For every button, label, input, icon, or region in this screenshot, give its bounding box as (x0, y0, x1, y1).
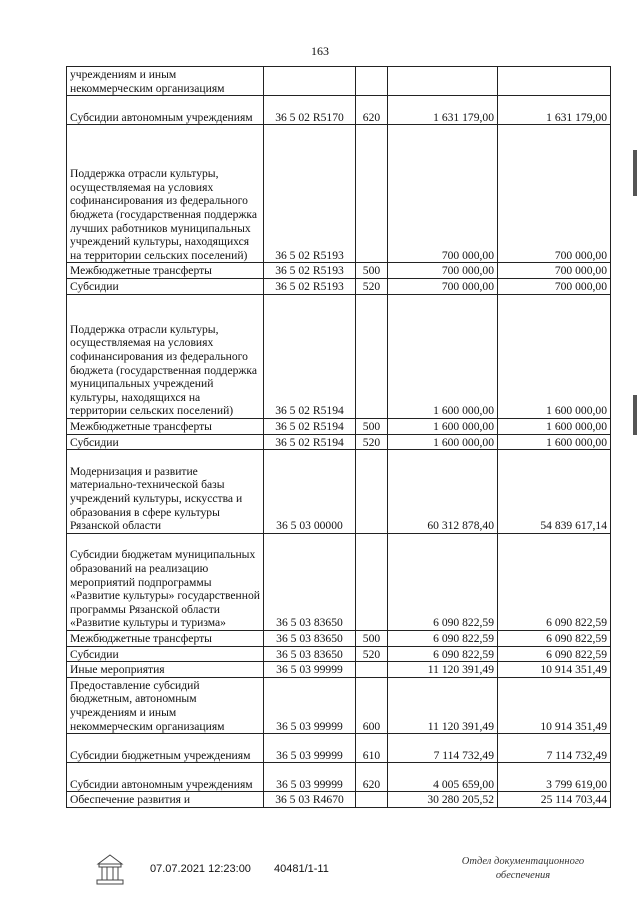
table-row (67, 734, 611, 763)
row-sum-2021-cell: 1 600 000,00 (388, 434, 498, 450)
row-sum-executed-cell: 6 090 822,59 (498, 630, 611, 646)
table-row (67, 662, 611, 678)
row-sum-executed-cell: 700 000,00 (498, 278, 611, 294)
row-vr-cell: 520 (356, 434, 388, 450)
table-row (67, 278, 611, 294)
table-row (67, 125, 611, 263)
row-vr-cell: 610 (356, 734, 388, 763)
row-sum-executed-cell: 700 000,00 (498, 125, 611, 263)
row-sum-2021-cell: 1 600 000,00 (388, 418, 498, 434)
row-sum-2021-cell: 6 090 822,59 (388, 533, 498, 630)
row-name-cell: Субсидии (67, 434, 264, 450)
row-sum-2021-cell: 30 280 205,52 (388, 792, 498, 808)
row-sum-2021-cell (388, 67, 498, 96)
footer-datetime: 07.07.2021 12:23:00 (150, 863, 251, 875)
page-number: 163 (311, 44, 329, 58)
row-vr-cell: 620 (356, 96, 388, 125)
table-row (67, 96, 611, 125)
row-code-cell: 36 5 03 83650 (264, 646, 356, 662)
row-sum-2021-cell: 60 312 878,40 (388, 450, 498, 534)
row-sum-executed-cell: 1 631 179,00 (498, 96, 611, 125)
row-code-cell: 36 5 02 R5170 (264, 96, 356, 125)
row-sum-2021-cell: 1 600 000,00 (388, 294, 498, 418)
row-vr-cell (356, 662, 388, 678)
row-name-cell: Межбюджетные трансферты (67, 263, 264, 279)
row-code-cell: 36 5 03 R4670 (264, 792, 356, 808)
row-code-cell: 36 5 02 R5194 (264, 434, 356, 450)
row-code-cell: 36 5 02 R5193 (264, 125, 356, 263)
row-code-cell: 36 5 03 99999 (264, 763, 356, 792)
row-vr-cell (356, 125, 388, 263)
row-sum-2021-cell: 700 000,00 (388, 125, 498, 263)
row-vr-cell: 520 (356, 278, 388, 294)
row-code-cell: 36 5 03 83650 (264, 630, 356, 646)
row-sum-executed-cell: 10 914 351,49 (498, 677, 611, 733)
row-name-cell: Модернизация и развитие материально-технической базы учреждений культуры, искусства и образования в сфере культуры Рязанской области (67, 450, 264, 534)
row-vr-cell: 520 (356, 646, 388, 662)
table-row (67, 533, 611, 630)
row-sum-executed-cell: 54 839 617,14 (498, 450, 611, 534)
row-name-cell: Межбюджетные трансферты (67, 418, 264, 434)
row-sum-executed-cell: 1 600 000,00 (498, 434, 611, 450)
table-row (67, 67, 611, 96)
row-sum-executed-cell: 700 000,00 (498, 263, 611, 279)
row-sum-executed-cell: 25 114 703,44 (498, 792, 611, 808)
row-vr-cell: 500 (356, 263, 388, 279)
row-name-cell: Субсидии (67, 646, 264, 662)
row-sum-2021-cell: 7 114 732,49 (388, 734, 498, 763)
row-code-cell: 36 5 02 R5193 (264, 263, 356, 279)
table-row (67, 418, 611, 434)
row-vr-cell: 500 (356, 630, 388, 646)
row-name-cell: Поддержка отрасли культуры, осуществляемая на условиях софинансирования из федерального бюджета (государственная поддержка лучших работников муниципальных учреждений культуры, находящихся на территории сельских поселений) (67, 125, 264, 263)
budget-table-body (67, 67, 611, 808)
row-code-cell: 36 5 02 R5194 (264, 418, 356, 434)
row-sum-2021-cell: 6 090 822,59 (388, 630, 498, 646)
footer-reg-number: 40481/1-11 (274, 863, 329, 875)
table-row (67, 294, 611, 418)
row-sum-executed-cell: 6 090 822,59 (498, 533, 611, 630)
row-code-cell: 36 5 03 99999 (264, 677, 356, 733)
row-sum-2021-cell: 4 005 659,00 (388, 763, 498, 792)
row-sum-2021-cell: 6 090 822,59 (388, 646, 498, 662)
row-sum-2021-cell: 11 120 391,49 (388, 662, 498, 678)
row-sum-executed-cell (498, 67, 611, 96)
row-name-cell: Поддержка отрасли культуры, осуществляемая на условиях софинансирования из федерального бюджета (государственная поддержка муниципальных учреждений культуры, находящихся на территории сельских поселений) (67, 294, 264, 418)
table-row (67, 792, 611, 808)
row-vr-cell: 500 (356, 418, 388, 434)
row-name-cell: Субсидии автономным учреждениям (67, 96, 264, 125)
row-code-cell: 36 5 03 83650 (264, 533, 356, 630)
row-name-cell: Субсидии (67, 278, 264, 294)
row-sum-2021-cell: 1 631 179,00 (388, 96, 498, 125)
row-vr-cell: 600 (356, 677, 388, 733)
row-name-cell: Субсидии бюджетам муниципальных образований на реализацию мероприятий подпрограммы «Развитие культуры» государственной программы Рязанской области «Развитие культуры и туризма» (67, 533, 264, 630)
row-vr-cell (356, 67, 388, 96)
row-name-cell: Субсидии автономным учреждениям (67, 763, 264, 792)
table-row (67, 263, 611, 279)
row-code-cell: 36 5 03 00000 (264, 450, 356, 534)
row-code-cell: 36 5 02 R5193 (264, 278, 356, 294)
row-vr-cell: 620 (356, 763, 388, 792)
department-stamp-line2: обеспечения (495, 870, 551, 881)
row-sum-2021-cell: 700 000,00 (388, 263, 498, 279)
department-stamp (448, 855, 598, 883)
department-stamp-line1: Отдел документационного (461, 856, 585, 867)
row-sum-executed-cell: 1 600 000,00 (498, 418, 611, 434)
row-name-cell: Иные мероприятия (67, 662, 264, 678)
row-sum-executed-cell: 6 090 822,59 (498, 646, 611, 662)
budget-table (66, 66, 611, 808)
table-row (67, 763, 611, 792)
row-vr-cell (356, 294, 388, 418)
row-vr-cell (356, 533, 388, 630)
row-name-cell: учреждениям и иным некоммерческим организациям (67, 67, 264, 96)
row-sum-executed-cell: 1 600 000,00 (498, 294, 611, 418)
row-sum-2021-cell: 11 120 391,49 (388, 677, 498, 733)
building-emblem-icon (94, 852, 126, 888)
table-row (67, 646, 611, 662)
table-row (67, 630, 611, 646)
row-vr-cell (356, 450, 388, 534)
scan-edge-mark (633, 395, 637, 435)
row-name-cell: Субсидии бюджетным учреждениям (67, 734, 264, 763)
scan-edge-mark (633, 150, 637, 196)
row-name-cell: Предоставление субсидий бюджетным, автономным учреждениям и иным некоммерческим организациям (67, 677, 264, 733)
row-sum-2021-cell: 700 000,00 (388, 278, 498, 294)
table-row (67, 677, 611, 733)
row-sum-executed-cell: 10 914 351,49 (498, 662, 611, 678)
row-sum-executed-cell: 3 799 619,00 (498, 763, 611, 792)
row-name-cell: Обеспечение развития и (67, 792, 264, 808)
row-code-cell (264, 67, 356, 96)
row-sum-executed-cell: 7 114 732,49 (498, 734, 611, 763)
row-code-cell: 36 5 03 99999 (264, 734, 356, 763)
row-code-cell: 36 5 03 99999 (264, 662, 356, 678)
table-row (67, 450, 611, 534)
table-row (67, 434, 611, 450)
row-name-cell: Межбюджетные трансферты (67, 630, 264, 646)
row-vr-cell (356, 792, 388, 808)
row-code-cell: 36 5 02 R5194 (264, 294, 356, 418)
